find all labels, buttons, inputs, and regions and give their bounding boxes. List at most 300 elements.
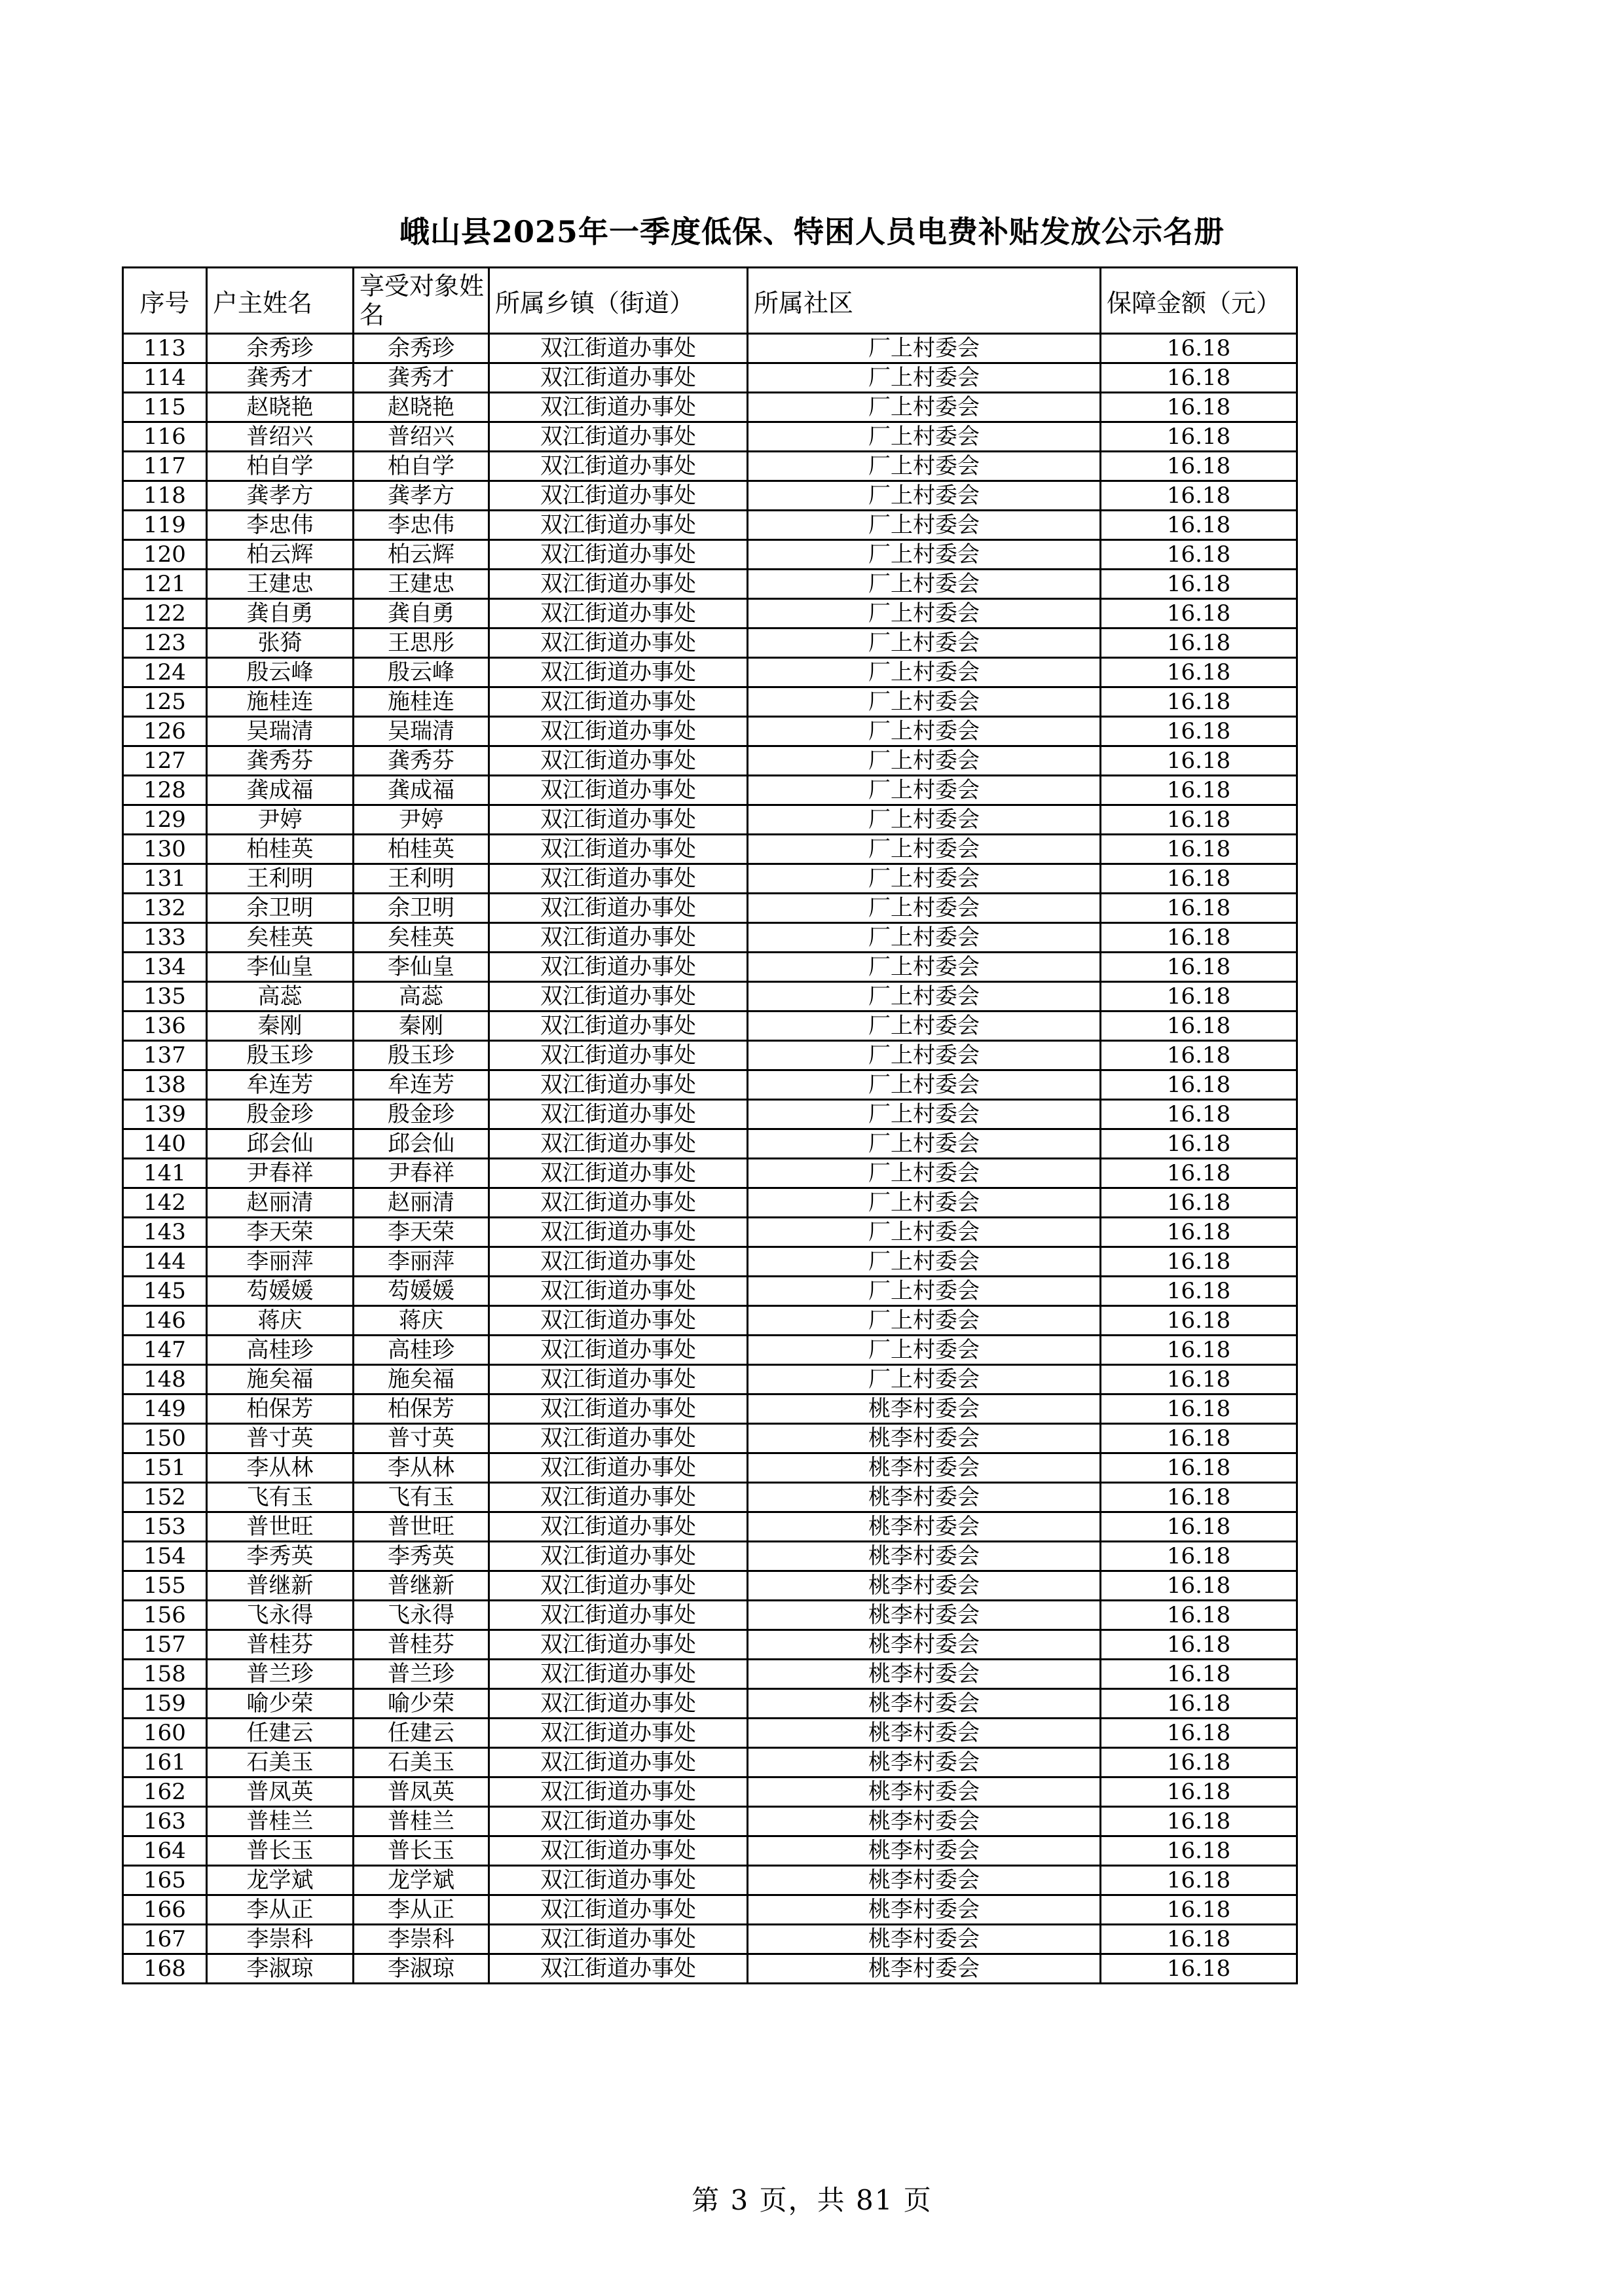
- table-row: [123, 1218, 1297, 1247]
- cell-seq: 132: [123, 894, 207, 923]
- cell-amount: 16.18: [1101, 746, 1297, 776]
- cell-community: 厂上村委会: [748, 1365, 1101, 1394]
- cell-township: 双江街道办事处: [489, 805, 748, 835]
- cell-beneficiary: 普绍兴: [354, 422, 489, 452]
- cell-community: 厂上村委会: [748, 363, 1101, 393]
- cell-township: 双江街道办事处: [489, 1719, 748, 1748]
- cell-community: 桃李村委会: [748, 1453, 1101, 1483]
- cell-township: 双江街道办事处: [489, 393, 748, 422]
- cell-seq: 156: [123, 1601, 207, 1630]
- cell-household-head: 石美玉: [207, 1748, 354, 1777]
- cell-household-head: 柏自学: [207, 452, 354, 481]
- cell-household-head: 李淑琼: [207, 1954, 354, 1984]
- cell-community: 厂上村委会: [748, 511, 1101, 540]
- cell-beneficiary: 柏桂英: [354, 835, 489, 864]
- cell-amount: 16.18: [1101, 923, 1297, 953]
- cell-seq: 117: [123, 452, 207, 481]
- table-row: [123, 452, 1297, 481]
- cell-seq: 119: [123, 511, 207, 540]
- cell-household-head: 秦刚: [207, 1011, 354, 1041]
- cell-amount: 16.18: [1101, 1630, 1297, 1660]
- cell-amount: 16.18: [1101, 1836, 1297, 1866]
- cell-seq: 135: [123, 982, 207, 1011]
- table-row: [123, 687, 1297, 717]
- cell-township: 双江街道办事处: [489, 1336, 748, 1365]
- cell-township: 双江街道办事处: [489, 1424, 748, 1453]
- table-row: [123, 1954, 1297, 1984]
- cell-household-head: 尹婷: [207, 805, 354, 835]
- cell-amount: 16.18: [1101, 599, 1297, 629]
- cell-township: 双江街道办事处: [489, 334, 748, 363]
- cell-community: 厂上村委会: [748, 982, 1101, 1011]
- table-row: [123, 1660, 1297, 1689]
- cell-beneficiary: 尹婷: [354, 805, 489, 835]
- cell-amount: 16.18: [1101, 1571, 1297, 1601]
- cell-seq: 120: [123, 540, 207, 570]
- cell-seq: 166: [123, 1895, 207, 1925]
- table-row: [123, 1159, 1297, 1188]
- cell-community: 厂上村委会: [748, 835, 1101, 864]
- header-township: 所属乡镇（街道）: [489, 268, 748, 334]
- table-row: [123, 1100, 1297, 1129]
- table-row: [123, 1365, 1297, 1394]
- table-row: [123, 1925, 1297, 1954]
- cell-amount: 16.18: [1101, 1394, 1297, 1424]
- cell-beneficiary: 李丽萍: [354, 1247, 489, 1277]
- table-row: [123, 1512, 1297, 1542]
- table-row: [123, 1571, 1297, 1601]
- cell-community: 厂上村委会: [748, 864, 1101, 894]
- cell-township: 双江街道办事处: [489, 953, 748, 982]
- cell-community: 厂上村委会: [748, 894, 1101, 923]
- cell-amount: 16.18: [1101, 1188, 1297, 1218]
- cell-household-head: 殷金珍: [207, 1100, 354, 1129]
- table-row: [123, 481, 1297, 511]
- cell-seq: 143: [123, 1218, 207, 1247]
- cell-amount: 16.18: [1101, 1748, 1297, 1777]
- cell-amount: 16.18: [1101, 1336, 1297, 1365]
- cell-household-head: 柏桂英: [207, 835, 354, 864]
- cell-township: 双江街道办事处: [489, 629, 748, 658]
- cell-community: 厂上村委会: [748, 393, 1101, 422]
- cell-community: 厂上村委会: [748, 1041, 1101, 1070]
- table-row: [123, 393, 1297, 422]
- cell-township: 双江街道办事处: [489, 687, 748, 717]
- cell-township: 双江街道办事处: [489, 363, 748, 393]
- cell-household-head: 李崇科: [207, 1925, 354, 1954]
- cell-seq: 145: [123, 1277, 207, 1306]
- table-row: [123, 1719, 1297, 1748]
- cell-beneficiary: 柏云辉: [354, 540, 489, 570]
- cell-beneficiary: 李崇科: [354, 1925, 489, 1954]
- cell-township: 双江街道办事处: [489, 1512, 748, 1542]
- cell-community: 桃李村委会: [748, 1483, 1101, 1512]
- cell-beneficiary: 秦刚: [354, 1011, 489, 1041]
- cell-beneficiary: 李秀英: [354, 1542, 489, 1571]
- cell-amount: 16.18: [1101, 953, 1297, 982]
- header-beneficiary: 享受对象姓名: [354, 268, 489, 334]
- header-community: 所属社区: [748, 268, 1101, 334]
- cell-household-head: 李丽萍: [207, 1247, 354, 1277]
- table-row: [123, 776, 1297, 805]
- table-row: [123, 864, 1297, 894]
- cell-beneficiary: 矣桂英: [354, 923, 489, 953]
- table-row: [123, 422, 1297, 452]
- cell-township: 双江街道办事处: [489, 1836, 748, 1866]
- cell-community: 桃李村委会: [748, 1719, 1101, 1748]
- cell-beneficiary: 芶媛媛: [354, 1277, 489, 1306]
- cell-community: 厂上村委会: [748, 746, 1101, 776]
- cell-beneficiary: 李从正: [354, 1895, 489, 1925]
- cell-amount: 16.18: [1101, 658, 1297, 687]
- cell-household-head: 吴瑞清: [207, 717, 354, 746]
- cell-beneficiary: 王利明: [354, 864, 489, 894]
- cell-beneficiary: 尹春祥: [354, 1159, 489, 1188]
- cell-township: 双江街道办事处: [489, 835, 748, 864]
- cell-township: 双江街道办事处: [489, 540, 748, 570]
- cell-community: 厂上村委会: [748, 1336, 1101, 1365]
- cell-seq: 164: [123, 1836, 207, 1866]
- cell-amount: 16.18: [1101, 864, 1297, 894]
- cell-amount: 16.18: [1101, 1807, 1297, 1836]
- cell-township: 双江街道办事处: [489, 1542, 748, 1571]
- cell-household-head: 余卫明: [207, 894, 354, 923]
- cell-seq: 129: [123, 805, 207, 835]
- cell-community: 厂上村委会: [748, 1188, 1101, 1218]
- cell-seq: 163: [123, 1807, 207, 1836]
- cell-amount: 16.18: [1101, 1218, 1297, 1247]
- cell-community: 厂上村委会: [748, 1247, 1101, 1277]
- cell-beneficiary: 李淑琼: [354, 1954, 489, 1984]
- table-header-row: [123, 268, 1297, 334]
- table-row: [123, 1483, 1297, 1512]
- cell-beneficiary: 施矣福: [354, 1365, 489, 1394]
- cell-township: 双江街道办事处: [489, 1866, 748, 1895]
- page-number: 第 3 页，共 81 页: [692, 2184, 932, 2216]
- cell-amount: 16.18: [1101, 393, 1297, 422]
- cell-household-head: 殷玉珍: [207, 1041, 354, 1070]
- cell-household-head: 龚孝方: [207, 481, 354, 511]
- cell-township: 双江街道办事处: [489, 894, 748, 923]
- cell-beneficiary: 龚秀芬: [354, 746, 489, 776]
- cell-community: 厂上村委会: [748, 805, 1101, 835]
- cell-township: 双江街道办事处: [489, 1660, 748, 1689]
- cell-household-head: 高桂珍: [207, 1336, 354, 1365]
- cell-township: 双江街道办事处: [489, 1011, 748, 1041]
- cell-beneficiary: 普桂芬: [354, 1630, 489, 1660]
- cell-household-head: 龙学斌: [207, 1866, 354, 1895]
- cell-beneficiary: 飞永得: [354, 1601, 489, 1630]
- cell-seq: 146: [123, 1306, 207, 1336]
- cell-township: 双江街道办事处: [489, 1100, 748, 1129]
- table-row: [123, 1748, 1297, 1777]
- cell-township: 双江街道办事处: [489, 1807, 748, 1836]
- table-row: [123, 1895, 1297, 1925]
- cell-seq: 130: [123, 835, 207, 864]
- cell-household-head: 李忠伟: [207, 511, 354, 540]
- cell-amount: 16.18: [1101, 1306, 1297, 1336]
- table-row: [123, 1777, 1297, 1807]
- cell-amount: 16.18: [1101, 982, 1297, 1011]
- cell-amount: 16.18: [1101, 1129, 1297, 1159]
- cell-township: 双江街道办事处: [489, 1218, 748, 1247]
- cell-amount: 16.18: [1101, 1159, 1297, 1188]
- cell-township: 双江街道办事处: [489, 599, 748, 629]
- cell-household-head: 李从林: [207, 1453, 354, 1483]
- cell-beneficiary: 李从林: [354, 1453, 489, 1483]
- cell-amount: 16.18: [1101, 334, 1297, 363]
- cell-household-head: 李仙皇: [207, 953, 354, 982]
- cell-beneficiary: 飞有玉: [354, 1483, 489, 1512]
- cell-amount: 16.18: [1101, 1542, 1297, 1571]
- cell-amount: 16.18: [1101, 1866, 1297, 1895]
- cell-township: 双江街道办事处: [489, 1571, 748, 1601]
- cell-household-head: 飞永得: [207, 1601, 354, 1630]
- cell-township: 双江街道办事处: [489, 1777, 748, 1807]
- cell-community: 桃李村委会: [748, 1542, 1101, 1571]
- cell-township: 双江街道办事处: [489, 1394, 748, 1424]
- cell-amount: 16.18: [1101, 1601, 1297, 1630]
- cell-beneficiary: 普兰珍: [354, 1660, 489, 1689]
- cell-seq: 118: [123, 481, 207, 511]
- cell-amount: 16.18: [1101, 1424, 1297, 1453]
- cell-seq: 113: [123, 334, 207, 363]
- header-seq: 序号: [123, 268, 207, 334]
- cell-beneficiary: 王建忠: [354, 570, 489, 599]
- cell-seq: 140: [123, 1129, 207, 1159]
- cell-township: 双江街道办事处: [489, 1630, 748, 1660]
- cell-community: 厂上村委会: [748, 1306, 1101, 1336]
- cell-seq: 144: [123, 1247, 207, 1277]
- cell-township: 双江街道办事处: [489, 746, 748, 776]
- cell-community: 厂上村委会: [748, 1100, 1101, 1129]
- cell-seq: 124: [123, 658, 207, 687]
- cell-beneficiary: 王思彤: [354, 629, 489, 658]
- table-row: [123, 1394, 1297, 1424]
- cell-community: 厂上村委会: [748, 570, 1101, 599]
- cell-community: 桃李村委会: [748, 1748, 1101, 1777]
- cell-household-head: 普世旺: [207, 1512, 354, 1542]
- cell-beneficiary: 石美玉: [354, 1748, 489, 1777]
- cell-community: 桃李村委会: [748, 1660, 1101, 1689]
- cell-community: 桃李村委会: [748, 1954, 1101, 1984]
- table-row: [123, 1424, 1297, 1453]
- cell-household-head: 普长玉: [207, 1836, 354, 1866]
- cell-beneficiary: 普寸英: [354, 1424, 489, 1453]
- cell-community: 桃李村委会: [748, 1689, 1101, 1719]
- cell-seq: 165: [123, 1866, 207, 1895]
- table-row: [123, 1866, 1297, 1895]
- cell-seq: 151: [123, 1453, 207, 1483]
- cell-beneficiary: 龙学斌: [354, 1866, 489, 1895]
- cell-beneficiary: 蒋庆: [354, 1306, 489, 1336]
- cell-household-head: 李秀英: [207, 1542, 354, 1571]
- cell-community: 厂上村委会: [748, 481, 1101, 511]
- cell-seq: 167: [123, 1925, 207, 1954]
- table-row: [123, 1453, 1297, 1483]
- cell-community: 桃李村委会: [748, 1571, 1101, 1601]
- table-row: [123, 805, 1297, 835]
- cell-household-head: 赵晓艳: [207, 393, 354, 422]
- cell-seq: 161: [123, 1748, 207, 1777]
- cell-amount: 16.18: [1101, 422, 1297, 452]
- cell-township: 双江街道办事处: [489, 923, 748, 953]
- roster-table-container: [122, 266, 1298, 1984]
- cell-township: 双江街道办事处: [489, 1954, 748, 1984]
- cell-community: 厂上村委会: [748, 658, 1101, 687]
- cell-township: 双江街道办事处: [489, 511, 748, 540]
- cell-amount: 16.18: [1101, 835, 1297, 864]
- table-row: [123, 1070, 1297, 1100]
- cell-household-head: 龚秀才: [207, 363, 354, 393]
- cell-community: 厂上村委会: [748, 540, 1101, 570]
- table-row: [123, 1306, 1297, 1336]
- table-row: [123, 1188, 1297, 1218]
- cell-seq: 141: [123, 1159, 207, 1188]
- table-row: [123, 540, 1297, 570]
- cell-household-head: 普兰珍: [207, 1660, 354, 1689]
- cell-beneficiary: 邱会仙: [354, 1129, 489, 1159]
- cell-household-head: 蒋庆: [207, 1306, 354, 1336]
- cell-seq: 133: [123, 923, 207, 953]
- cell-community: 厂上村委会: [748, 717, 1101, 746]
- cell-amount: 16.18: [1101, 1247, 1297, 1277]
- cell-seq: 115: [123, 393, 207, 422]
- cell-beneficiary: 李天荣: [354, 1218, 489, 1247]
- cell-township: 双江街道办事处: [489, 982, 748, 1011]
- cell-beneficiary: 殷金珍: [354, 1100, 489, 1129]
- cell-beneficiary: 普桂兰: [354, 1807, 489, 1836]
- cell-household-head: 余秀珍: [207, 334, 354, 363]
- cell-beneficiary: 李忠伟: [354, 511, 489, 540]
- table-row: [123, 1689, 1297, 1719]
- cell-community: 桃李村委会: [748, 1394, 1101, 1424]
- cell-amount: 16.18: [1101, 1365, 1297, 1394]
- cell-seq: 116: [123, 422, 207, 452]
- cell-seq: 149: [123, 1394, 207, 1424]
- cell-household-head: 尹春祥: [207, 1159, 354, 1188]
- cell-household-head: 李天荣: [207, 1218, 354, 1247]
- cell-seq: 114: [123, 363, 207, 393]
- cell-amount: 16.18: [1101, 481, 1297, 511]
- cell-seq: 154: [123, 1542, 207, 1571]
- cell-household-head: 普继新: [207, 1571, 354, 1601]
- table-row: [123, 894, 1297, 923]
- header-household-head: 户主姓名: [207, 268, 354, 334]
- cell-beneficiary: 吴瑞清: [354, 717, 489, 746]
- cell-township: 双江街道办事处: [489, 481, 748, 511]
- cell-amount: 16.18: [1101, 1512, 1297, 1542]
- cell-seq: 160: [123, 1719, 207, 1748]
- cell-community: 厂上村委会: [748, 452, 1101, 481]
- cell-household-head: 牟连芳: [207, 1070, 354, 1100]
- cell-community: 桃李村委会: [748, 1512, 1101, 1542]
- table-row: [123, 1336, 1297, 1365]
- table-row: [123, 599, 1297, 629]
- roster-table: [122, 266, 1298, 1984]
- cell-community: 厂上村委会: [748, 687, 1101, 717]
- cell-seq: 123: [123, 629, 207, 658]
- table-row: [123, 1836, 1297, 1866]
- cell-household-head: 张猗: [207, 629, 354, 658]
- cell-seq: 136: [123, 1011, 207, 1041]
- cell-amount: 16.18: [1101, 511, 1297, 540]
- cell-community: 厂上村委会: [748, 953, 1101, 982]
- cell-amount: 16.18: [1101, 1041, 1297, 1070]
- cell-amount: 16.18: [1101, 687, 1297, 717]
- cell-beneficiary: 赵晓艳: [354, 393, 489, 422]
- cell-community: 桃李村委会: [748, 1866, 1101, 1895]
- cell-amount: 16.18: [1101, 1689, 1297, 1719]
- cell-amount: 16.18: [1101, 1895, 1297, 1925]
- cell-township: 双江街道办事处: [489, 1306, 748, 1336]
- cell-amount: 16.18: [1101, 1954, 1297, 1984]
- table-row: [123, 1247, 1297, 1277]
- cell-township: 双江街道办事处: [489, 570, 748, 599]
- cell-township: 双江街道办事处: [489, 1483, 748, 1512]
- cell-household-head: 任建云: [207, 1719, 354, 1748]
- cell-beneficiary: 龚孝方: [354, 481, 489, 511]
- cell-amount: 16.18: [1101, 1777, 1297, 1807]
- cell-seq: 139: [123, 1100, 207, 1129]
- cell-household-head: 龚成福: [207, 776, 354, 805]
- cell-community: 厂上村委会: [748, 1129, 1101, 1159]
- cell-household-head: 赵丽清: [207, 1188, 354, 1218]
- cell-seq: 150: [123, 1424, 207, 1453]
- cell-township: 双江街道办事处: [489, 1129, 748, 1159]
- cell-household-head: 殷云峰: [207, 658, 354, 687]
- cell-beneficiary: 余卫明: [354, 894, 489, 923]
- cell-amount: 16.18: [1101, 1277, 1297, 1306]
- cell-beneficiary: 牟连芳: [354, 1070, 489, 1100]
- table-body: [123, 334, 1297, 1984]
- cell-seq: 152: [123, 1483, 207, 1512]
- cell-beneficiary: 施桂连: [354, 687, 489, 717]
- cell-household-head: 王利明: [207, 864, 354, 894]
- cell-township: 双江街道办事处: [489, 776, 748, 805]
- cell-amount: 16.18: [1101, 1453, 1297, 1483]
- cell-community: 厂上村委会: [748, 1218, 1101, 1247]
- cell-beneficiary: 殷玉珍: [354, 1041, 489, 1070]
- cell-beneficiary: 喻少荣: [354, 1689, 489, 1719]
- cell-beneficiary: 龚成福: [354, 776, 489, 805]
- cell-amount: 16.18: [1101, 1483, 1297, 1512]
- cell-seq: 125: [123, 687, 207, 717]
- table-row: [123, 1542, 1297, 1571]
- table-row: [123, 923, 1297, 953]
- cell-community: 桃李村委会: [748, 1925, 1101, 1954]
- cell-seq: 168: [123, 1954, 207, 1984]
- cell-beneficiary: 普长玉: [354, 1836, 489, 1866]
- cell-township: 双江街道办事处: [489, 1453, 748, 1483]
- cell-household-head: 普桂芬: [207, 1630, 354, 1660]
- cell-amount: 16.18: [1101, 776, 1297, 805]
- cell-beneficiary: 任建云: [354, 1719, 489, 1748]
- cell-household-head: 普绍兴: [207, 422, 354, 452]
- cell-township: 双江街道办事处: [489, 1277, 748, 1306]
- cell-seq: 142: [123, 1188, 207, 1218]
- cell-community: 厂上村委会: [748, 1277, 1101, 1306]
- cell-seq: 131: [123, 864, 207, 894]
- cell-community: 桃李村委会: [748, 1630, 1101, 1660]
- table-row: [123, 1601, 1297, 1630]
- cell-seq: 127: [123, 746, 207, 776]
- cell-township: 双江街道办事处: [489, 1188, 748, 1218]
- table-row: [123, 717, 1297, 746]
- cell-township: 双江街道办事处: [489, 1247, 748, 1277]
- cell-township: 双江街道办事处: [489, 1070, 748, 1100]
- cell-seq: 162: [123, 1777, 207, 1807]
